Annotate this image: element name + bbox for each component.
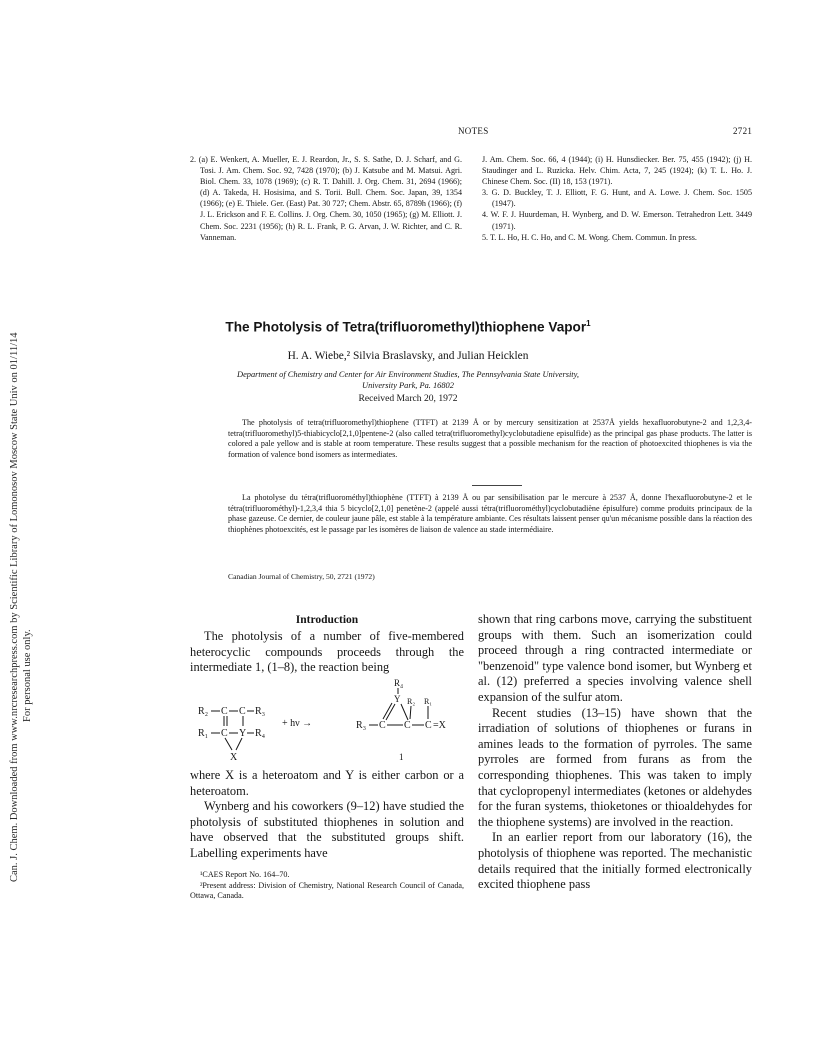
footnote-item: ¹CAES Report No. 164–70. <box>200 870 290 879</box>
reference-item: 3. G. D. Buckley, T. J. Elliott, F. G. Hunt, and A. Lowe. J. Chem. Soc. 1505 (1947). <box>482 188 752 209</box>
journal-citation: Canadian Journal of Chemistry, 50, 2721 (1972) <box>228 572 375 581</box>
paragraph-text: Recent studies (13–15) have shown that the irradiation of solutions of thiophenes or furans in amines leads to the formation of pyrroles. The same pyrroles are formed from furans as from the corresponding thiophenes. This was taken to imply that cyclopropenyl intermediates (ketones or aldehydes for the furan systems, thioketones or thioaldehydes for the thiophene systems) are involved in the reaction. <box>478 705 752 829</box>
scheme-label-r4: R₄ <box>394 678 404 688</box>
section-heading-introduction: Introduction <box>295 614 359 626</box>
scheme-label-equals-x: =X <box>433 720 446 731</box>
abstract-english: The photolysis of tetra(trifluoromethyl)thiophene (TTFT) at 2139 Å or by mercury sensitization at 2537Å yields hexafluorobutyne-2 and 1,2,3,4-tetra(trifluoromethyl)5-thiabicyclo[2,1,0]pentene-2 (also called tetra(trifluoromethyl)cyclobutadiene episulfide) as the principal gas phase products. The latter is colored a pale yellow and is stable at room temperature. These results suggest that a possible mechanism for the reaction of photoexcited thiophenes is via the formation of valence bond isomers as intermediates. <box>228 418 752 459</box>
affiliation: Department of Chemistry and Center for Air Environment Studies, The Pennsylvania State University, University Park, Pa. 16802 <box>237 370 579 390</box>
intro-paragraph-1 <box>190 629 464 676</box>
paragraph-text: The photolysis of a number of five-membered heterocyclic compounds proceeds through the intermediate 1, (1–8), the reaction being <box>190 629 464 675</box>
scheme-label-r2: R₂ <box>198 706 209 717</box>
scheme-compound-number: 1 <box>399 752 404 762</box>
references-right-column <box>482 154 752 243</box>
reference-item: J. Am. Chem. Soc. 66, 4 (1944); (i) H. Hunsdiecker. Ber. 75, 455 (1942); (j) H. Staudinger and L. Ruzicka. Helv. Chim. Acta, 7, 245 (1924); (k) T. L. Ho. J. Chinese Chem. Soc. (II) 18, 153 (1971). <box>482 155 752 187</box>
reference-item: 5. T. L. Ho, H. C. Ho, and C. M. Wong. Chem. Commun. In press. <box>482 232 697 242</box>
footnote-item: ²Present address: Division of Chemistry, National Research Council of Canada, Ottawa, Canada. <box>190 880 464 901</box>
scheme-label-c: C <box>239 706 246 717</box>
article-title <box>0 319 816 335</box>
scheme-label-y: Y <box>394 694 401 704</box>
paragraph-text: Wynberg and his coworkers (9–12) have studied the photolysis of substituted thiophenes in solution and have observed that the substituted groups shift. Labelling experiments have <box>190 799 464 860</box>
intro-paragraph-2 <box>190 768 464 862</box>
scheme-label-r3: R₃ <box>356 720 367 731</box>
page-number: 2721 <box>733 126 753 136</box>
scheme-label-r2: R₂ <box>407 697 416 706</box>
reference-item: 4. W. F. J. Huurdeman, H. Wynberg, and D. W. Emerson. Tetrahedron Lett. 3449 (1971). <box>482 210 752 231</box>
abstract-french: La photolyse du tétra(trifluorométhyl)thiophène (TTFT) à 2139 Å ou par sensibilisation par le mercure à 2537 Å, donne l'hexafluorobutyne-2 et le tétra(trifluorométhyl)-1,2,3,4 thia 5 bicyclo[2,1,0] penetène-2 (appelé aussi tétra(trifluorométhyl)cyclobutadiène épisulfure) comme produits principaux de la phase gazeuse. Ce dernier, de couleur jaune pâle, est stable à la température ambiante. Ces résultats laissent penser qu'un mécanisme possible dans la réaction des thiophènes photoexcités, est le passage par les isomères de liaison de valence au stade intermédiaire. <box>228 493 752 534</box>
title-footnote-mark: 1 <box>586 319 591 328</box>
scheme-label-r3: R₃ <box>255 706 266 717</box>
paragraph-text: shown that ring carbons move, carrying the substituent groups with them. Such an isomerization could proceed through a ring contracted intermediate or "benzenoid" type valence bond isomer, but Wynberg et al. (12) preferred a species involving valence shell expansion of the sulfur atom. <box>478 612 752 704</box>
reference-item: 2. (a) E. Wenkert, A. Mueller, E. J. Reardon, Jr., S. S. Sathe, D. J. Scharf, and G. Tosi. J. Am. Chem. Soc. 92, 7428 (1970); (b) J. Katsube and M. Matsui. Agri. Biol. Chem. 33, 1078 (1969); (c) R. T. Dahill. J. Org. Chem. 31, 2694 (1966); (d) A. Takeda, H. Hosisima, and S. Torii. Bull. Chem. Soc. Japan, 39, 1354 (1966); (e) E. Thiele. Ger. (East) Pat. 30 727; Chem. Abstr. 65, 8789h (1966); (f) J. L. Erickson and F. E. Collins. J. Org. Chem. 30, 1050 (1965); (g) M. Elliott. J. Chem. Soc. 2231 (1956); (h) R. L. Frank, P. G. Arvan, J. W. Richter, and C. R. Vanneman. <box>190 155 462 242</box>
scheme-label-r4: R₄ <box>255 728 266 739</box>
running-header: NOTES <box>458 126 489 136</box>
author-list: H. A. Wiebe,² Silvia Braslavsky, and Julian Heicklen <box>287 350 529 362</box>
scheme-label-r1: R₁ <box>424 697 433 706</box>
intro-right-column <box>478 612 752 893</box>
watermark-line-1: Can. J. Chem. Downloaded from www.nrcresearchpress.com by Scientific Library of Lomonosov Moscow State Univ on 01/11/14 <box>9 332 20 882</box>
scheme-label-x: X <box>230 752 238 763</box>
scheme-label-y: Y <box>239 728 247 739</box>
footnotes <box>190 870 464 902</box>
paragraph-text: In an earlier report from our laboratory (16), the photolysis of thiophene was reported. The mechanistic details required that the initially formed electronically excited thiophene pass <box>478 830 752 892</box>
references-left-column <box>190 154 462 243</box>
reaction-scheme-diagram <box>196 676 464 770</box>
abstract-divider <box>472 485 522 486</box>
paragraph-text: where X is a heteroatom and Y is either carbon or a heteroatom. <box>190 768 464 798</box>
scheme-label-c: C <box>221 728 228 739</box>
watermark-line-2: For personal use only. <box>22 629 33 722</box>
scheme-label-r1: R₁ <box>198 728 209 739</box>
scheme-label-c: C <box>404 720 411 731</box>
download-watermark <box>8 333 34 883</box>
title-text: The Photolysis of Tetra(trifluoromethyl)thiophene Vapor <box>225 319 587 335</box>
scheme-label-c: C <box>425 720 432 731</box>
scheme-hv-arrow: + hν → <box>282 718 313 729</box>
scheme-label-c: C <box>221 706 228 717</box>
received-date: Received March 20, 1972 <box>358 393 458 404</box>
scheme-label-c: C <box>379 720 386 731</box>
